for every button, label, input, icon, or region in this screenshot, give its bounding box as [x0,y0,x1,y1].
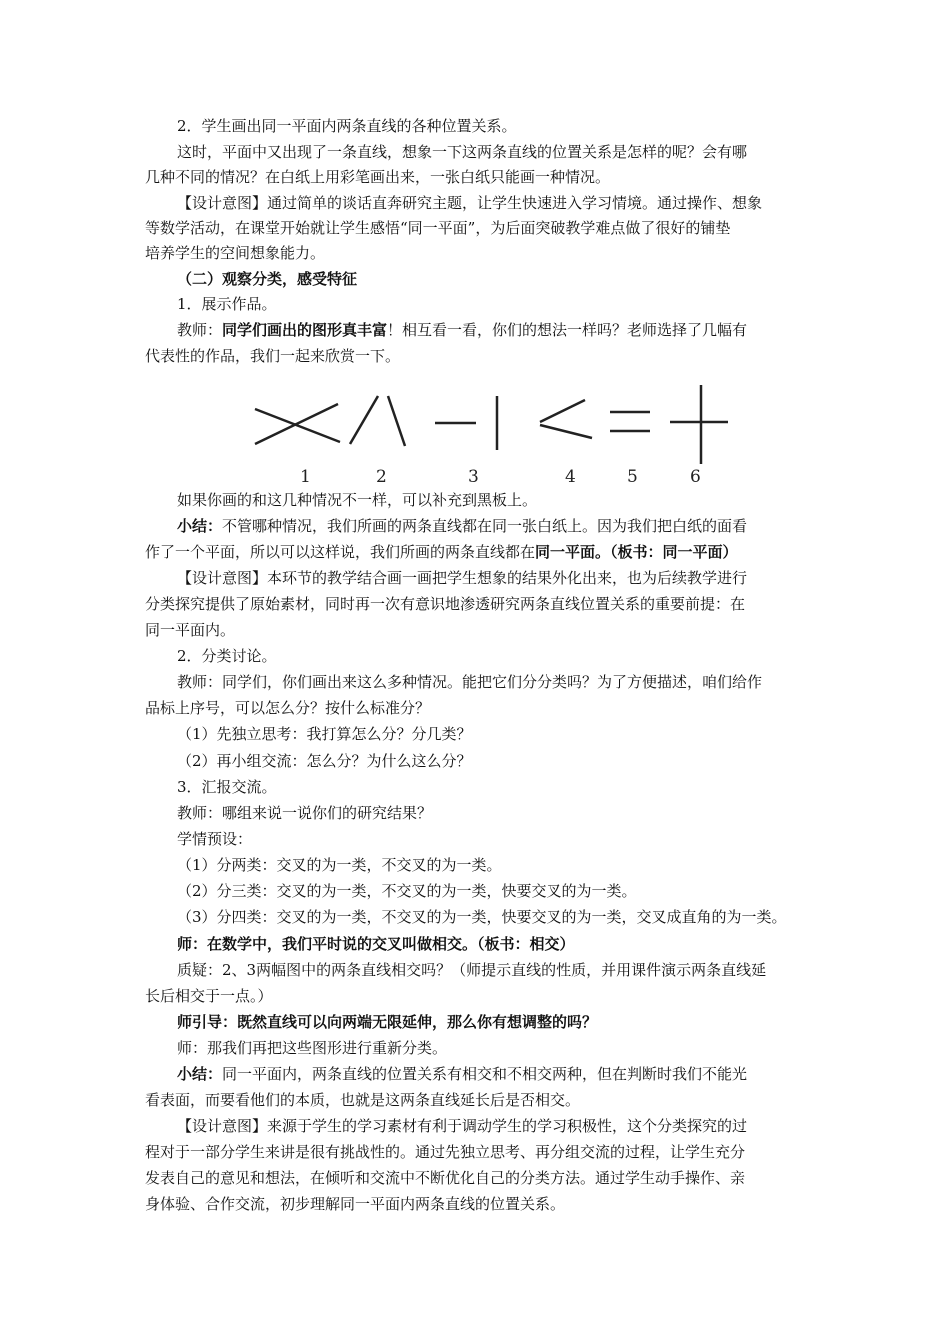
text-line [177,854,502,876]
text-line [177,802,432,824]
text-run: 同一平面内，两条直线的位置关系有相交和不相交两种，但在判断时我们不能光 [222,1065,748,1083]
text-run: 品标上序号，可以怎么分？按什么标准分？ [145,699,431,717]
text-run: （2）再小组交流：怎么分？为什么这么分？ [177,752,472,770]
text-line [145,985,273,1007]
text-run: 同一平面内。 [145,621,236,639]
text-line [177,933,575,955]
figure4-line-b [540,425,592,438]
text-line [145,697,430,719]
text-run: 教师： [177,321,223,339]
text-line [177,959,766,981]
text-run: ！相互看一看，你们的想法一样吗？老师选择了几幅有 [387,321,748,339]
text-run: 教师：哪组来说一说你们的研究结果？ [177,804,433,822]
bold-text-run: 师引导：既然直线可以向两端无限延伸，那么你有想调整的吗？ [177,1013,598,1031]
text-line [145,619,235,641]
text-run: 如果你画的和这几种情况不一样，可以补充到黑板上。 [177,491,538,509]
text-line [177,906,787,928]
text-line [145,345,400,367]
bold-text-run: 小结： [177,1065,223,1083]
figure-label-3: 3 [468,467,479,487]
text-run: 几种不同的情况？在白纸上用彩笔画出来，一张白纸只能画一种情况。 [145,168,611,186]
text-run: （1）先独立思考：我打算怎么分？分几类？ [177,725,472,743]
text-line [177,515,747,537]
text-line [177,828,252,850]
text-run: 作了一个平面，所以可以这样说，我们所画的两条直线都在 [145,543,536,561]
text-run: 身体验、合作交流，初步理解同一平面内两条直线的位置关系。 [145,1195,566,1213]
text-run: 学情预设： [177,830,253,848]
text-line [145,593,745,615]
text-run: （2）分三类：交叉的为一类，不交叉的为一类，快要交叉的为一类。 [177,882,637,900]
text-run: 【设计意图】通过简单的谈话直奔研究主题，让学生快速进入学习情境。通过操作、想象 [177,194,763,212]
text-line [177,115,517,137]
text-line [177,776,277,798]
text-line [177,192,762,214]
text-line [177,1063,747,1085]
text-line [177,1037,447,1059]
text-line [177,723,472,745]
text-run: 看表面，而要看他们的本质，也就是这两条直线延长后是否相交。 [145,1091,581,1109]
text-run: 代表性的作品，我们一起来欣赏一下。 [145,347,401,365]
text-run: 教师：同学们，你们画出来这么多种情况。能把它们分分类吗？为了方便描述，咱们给作 [177,673,763,691]
text-line [177,293,277,315]
figure-label-5: 5 [627,467,638,487]
text-run: 1．展示作品。 [177,295,277,313]
text-line [177,489,537,511]
figure-label-4: 4 [565,467,576,487]
text-run: 师：那我们再把这些图形进行重新分类。 [177,1039,448,1057]
bold-text-run: 小结： [177,517,223,535]
text-line [145,217,730,239]
bold-text-run: （二）观察分类，感受特征 [177,270,358,288]
text-run: 2．分类讨论。 [177,647,277,665]
text-line [145,166,610,188]
text-run: 等数学活动，在课堂开始就让学生感悟“同一平面”，为后面突破教学难点做了很好的铺垫 [145,219,731,237]
text-line [177,880,637,902]
text-line [177,319,747,341]
text-run: 3．汇报交流。 [177,778,277,796]
text-line [145,1141,745,1163]
text-run: 【设计意图】来源于学生的学习素材有利于调动学生的学习积极性，这个分类探究的过 [177,1117,748,1135]
text-line [177,1011,597,1033]
text-run: 程对于一部分学生来讲是很有挑战性的。通过先独立思考、再分组交流的过程，让学生充分 [145,1143,746,1161]
text-line [177,1115,747,1137]
figure-label-1: 1 [300,467,311,487]
line-drawings-figure [240,382,730,492]
text-run: 这时，平面中又出现了一条直线，想象一下这两条直线的位置关系是怎样的呢？会有哪 [177,143,748,161]
text-run: （1）分两类：交叉的为一类，不交叉的为一类。 [177,856,502,874]
text-line [145,1089,580,1111]
text-run: 2．学生画出同一平面内两条直线的各种位置关系。 [177,117,517,135]
figure-label-2: 2 [376,467,387,487]
text-line [177,671,762,693]
text-run: 不管哪种情况，我们所画的两条直线都在同一张白纸上。因为我们把白纸的面看 [222,517,748,535]
figure2-line-b [388,396,405,446]
bold-text-run: 师：在数学中，我们平时说的交叉叫做相交。（板书：相交） [177,935,575,953]
text-line [145,242,325,264]
figure1-line-b [255,404,338,444]
text-run: 长后相交于一点。） [145,987,273,1005]
text-line [145,541,738,563]
text-line [177,141,747,163]
text-line [145,1193,565,1215]
text-run: （3）分四类：交叉的为一类，不交叉的为一类，快要交叉的为一类，交叉成直角的为一类。 [177,908,787,926]
text-line [177,645,277,667]
bold-text-run: 同一平面。（板书：同一平面） [535,543,738,561]
text-line [177,750,472,772]
text-run: 培养学生的空间想象能力。 [145,244,326,262]
text-run: 分类探究提供了原始素材，同时再一次有意识地渗透研究两条直线位置关系的重要前提：在 [145,595,746,613]
text-line [177,268,357,290]
text-line [145,1167,745,1189]
figure2-line-a [350,396,378,444]
text-line [177,567,747,589]
figure-label-6: 6 [690,467,701,487]
text-run: 发表自己的意见和想法，在倾听和交流中不断优化自己的分类方法。通过学生动手操作、亲 [145,1169,746,1187]
text-run: 【设计意图】本环节的教学结合画一画把学生想象的结果外化出来，也为后续教学进行 [177,569,748,587]
figure4-line-a [540,400,585,422]
bold-text-run: 同学们画出的图形真丰富 [222,321,388,339]
text-run: 质疑：2、3两幅图中的两条直线相交吗？（师提示直线的性质，并用课件演示两条直线延 [177,961,767,979]
